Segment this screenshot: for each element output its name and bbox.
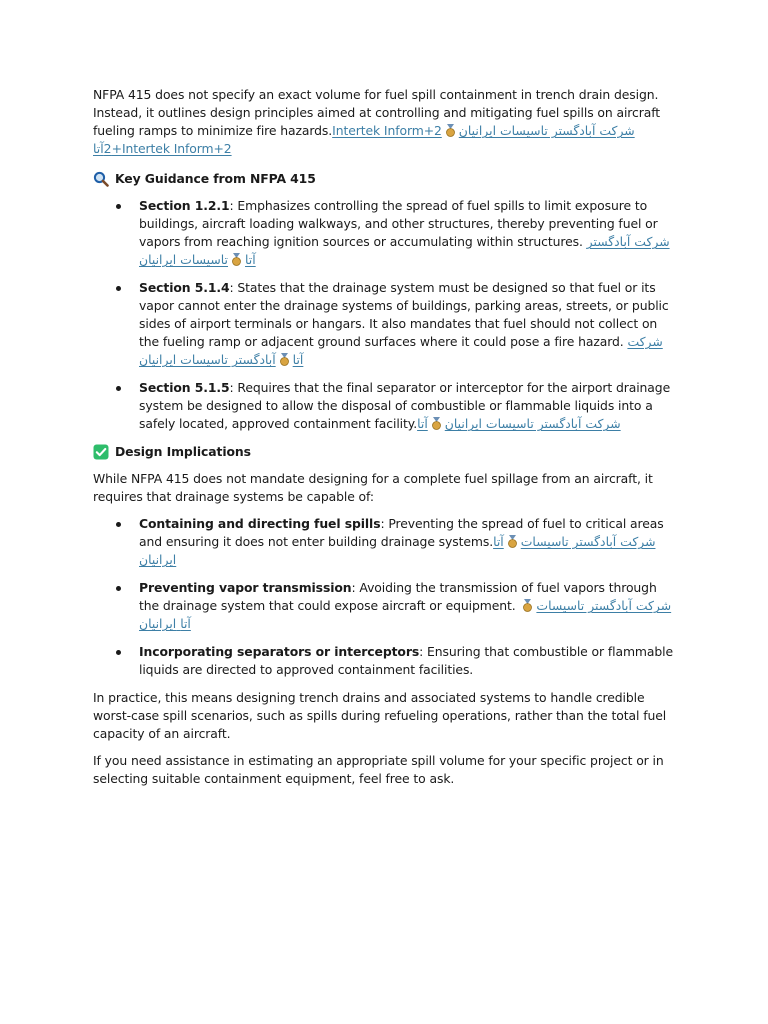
item-text: : Emphasizes controlling the spread of fuel spills to limit exposure to buildings, aircraft loading walkways, and other structures, thereby preventing fuel or vapors from reaching ignition sources or accumulating within structures.: [139, 198, 658, 249]
citation-link[interactable]: Intertek Inform+2: [121, 141, 232, 156]
item-title: Section 5.1.5: [139, 380, 230, 395]
intro-text: NFPA 415 does not specify an exact volume for fuel spill containment in trench drain design. Instead, it outlines design principles aimed at controlling and mitigating fuel spills on aircraft fueling ramps to minimize fire hazards.: [93, 87, 661, 138]
item-text: : States that the drainage system must be designed so that fuel or its vapor cannot enter the drainage systems of buildings, parking areas, streets, or public sides of airport terminals or hangars. It also mandates that fuel should not collect on the fueling ramp or adjacent ground surfaces where it could pose a fire hazard.: [139, 280, 669, 349]
medal-icon: [507, 535, 518, 548]
list-item: [93, 579, 678, 633]
medal-icon: [279, 353, 290, 366]
intro-paragraph: [93, 86, 678, 158]
citation-link[interactable]: آتا شرکت آبادگستر تاسیسات ایرانیان: [139, 534, 656, 567]
medal-icon: [522, 599, 533, 612]
bullet: [116, 586, 121, 591]
guidance-list: [93, 197, 678, 433]
citation-link[interactable]: شرکت آبادگستر تاسیسات ایرانیان آتا: [139, 234, 670, 267]
closing-paragraph: If you need assistance in estimating an appropriate spill volume for your specific project or in selecting suitable containment equipment, feel free to ask.: [93, 753, 664, 786]
document-body: [93, 86, 678, 797]
section-heading-guidance: [93, 170, 678, 188]
item-text: : Ensuring that combustible or flammable liquids are directed to approved containment facilities.: [139, 644, 674, 677]
medal-icon: [431, 417, 442, 430]
list-item: [93, 279, 678, 369]
closing-paragraph: In practice, this means designing trench drains and associated systems to handle credible worst-case spill scenarios, such as spills during refueling operations, rather than the total fuel capacity of an aircraft.: [93, 690, 667, 741]
item-text: : Preventing the spread of fuel to critical areas and ensuring it does not enter building drainage systems.: [139, 516, 664, 549]
section-heading-implications: [93, 443, 678, 461]
item-title: Preventing vapor transmission: [139, 580, 352, 595]
heading-text: Design Implications: [115, 444, 251, 459]
item-title: Containing and directing fuel spills: [139, 516, 381, 531]
citation-link[interactable]: آتا شرکت آبادگستر تاسیسات ایرانیان: [417, 416, 621, 431]
item-title: Section 5.1.4: [139, 280, 230, 295]
magnifying-glass-icon: [93, 171, 109, 187]
list-item: [93, 643, 678, 679]
item-text: : Requires that the final separator or interceptor for the airport drainage system be designed to allow the disposal of combustible or flammable liquids into a safely located, approved containment facility.: [139, 380, 671, 431]
item-text: : Avoiding the transmission of fuel vapors through the drainage system that could expose aircraft or equipment.: [139, 580, 657, 613]
medal-icon: [231, 253, 242, 266]
item-title: Incorporating separators or interceptors: [139, 644, 420, 659]
citation-link[interactable]: شرکت آبادگستر تاسیسات ایرانیان آتا: [139, 334, 663, 367]
medal-icon: [445, 124, 456, 137]
citation-link[interactable]: شرکت آبادگستر تاسیسات ایرانیان آتا: [139, 598, 672, 631]
implications-lead: While NFPA 415 does not mandate designing for a complete fuel spillage from an aircraft, it requires that drainage systems be capable of:: [93, 471, 653, 504]
item-title: Section 1.2.1: [139, 198, 230, 213]
check-box-icon: [93, 444, 109, 460]
bullet: [116, 286, 121, 291]
heading-text: Key Guidance from NFPA 415: [115, 171, 316, 186]
bullet: [116, 386, 121, 391]
list-item: [93, 379, 678, 433]
implications-list: [93, 515, 678, 679]
citation-link[interactable]: Intertek Inform+2 شرکت آبادگستر تاسیسات ایرانیان: [332, 123, 635, 138]
list-item: [93, 515, 678, 569]
bullet: [116, 650, 121, 655]
bullet: [116, 522, 121, 527]
citation-link[interactable]: +2آتا: [93, 141, 122, 156]
bullet: [116, 204, 121, 209]
list-item: [93, 197, 678, 269]
